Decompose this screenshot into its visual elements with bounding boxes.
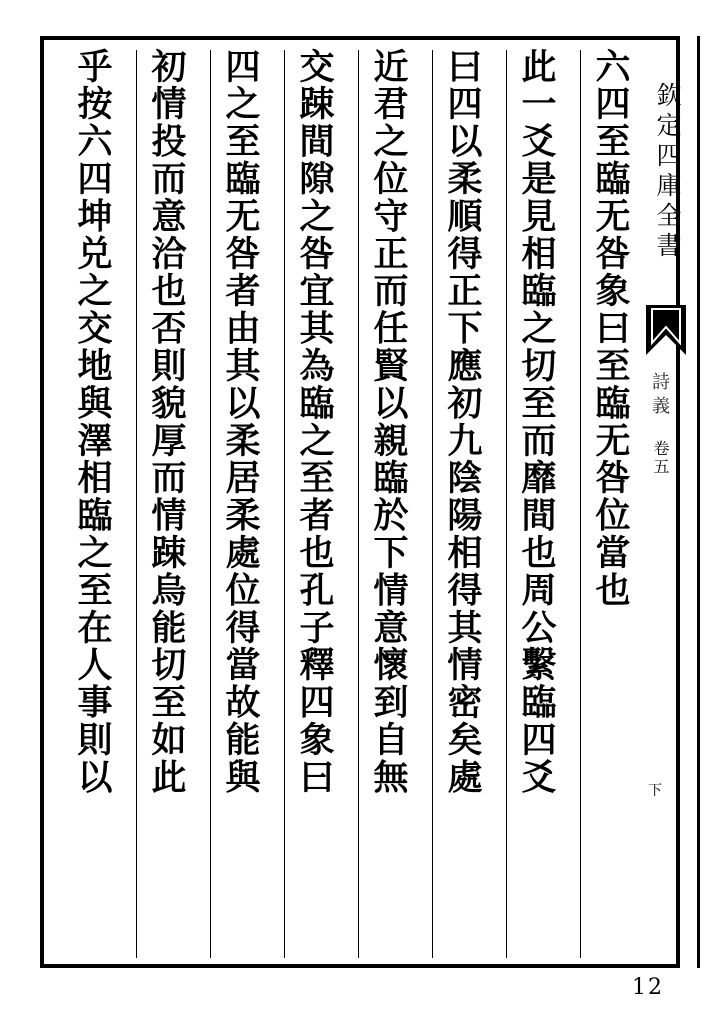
text-column-8: 乎按六四坤兑之交地與澤相臨之至在人事則以 — [72, 48, 113, 796]
column-rule — [284, 50, 285, 958]
column-rule — [580, 50, 581, 958]
text-column-6: 四之至臨无咎者由其以柔居柔處位得當故能與 — [220, 48, 261, 796]
column-rule — [432, 50, 433, 958]
text-column-3: 曰四以柔順得正下應初九陰陽相得其情密矣處 — [442, 48, 483, 796]
text-column-7: 初情投而意洽也否則貌厚而情踈烏能切至如此 — [146, 48, 187, 796]
page-edge-rule — [697, 36, 715, 968]
fish-tail-mark-icon — [646, 305, 686, 355]
text-column-2: 此一爻是見相臨之切至而靡間也周公繫臨四爻 — [516, 48, 557, 796]
page-frame — [40, 36, 680, 968]
column-rule — [210, 50, 211, 958]
volume-label: 卷五 — [651, 440, 670, 476]
text-column-5: 交踈間隙之咎宜其為臨之至者也孔子釋四象曰 — [294, 48, 335, 796]
page-number: 12 — [632, 975, 664, 1000]
folio-mark: 下 — [648, 783, 662, 799]
column-rule — [358, 50, 359, 958]
column-rule — [506, 50, 507, 958]
collection-title: 欽定四庫全書 — [653, 82, 682, 262]
book-title: 詩義 — [649, 372, 670, 420]
text-column-4: 近君之位守正而任賢以親臨於下情意懷到自無 — [368, 48, 409, 796]
column-rule — [136, 50, 137, 958]
text-column-1: 六四至臨无咎象曰至臨无咎位當也 — [590, 48, 631, 609]
